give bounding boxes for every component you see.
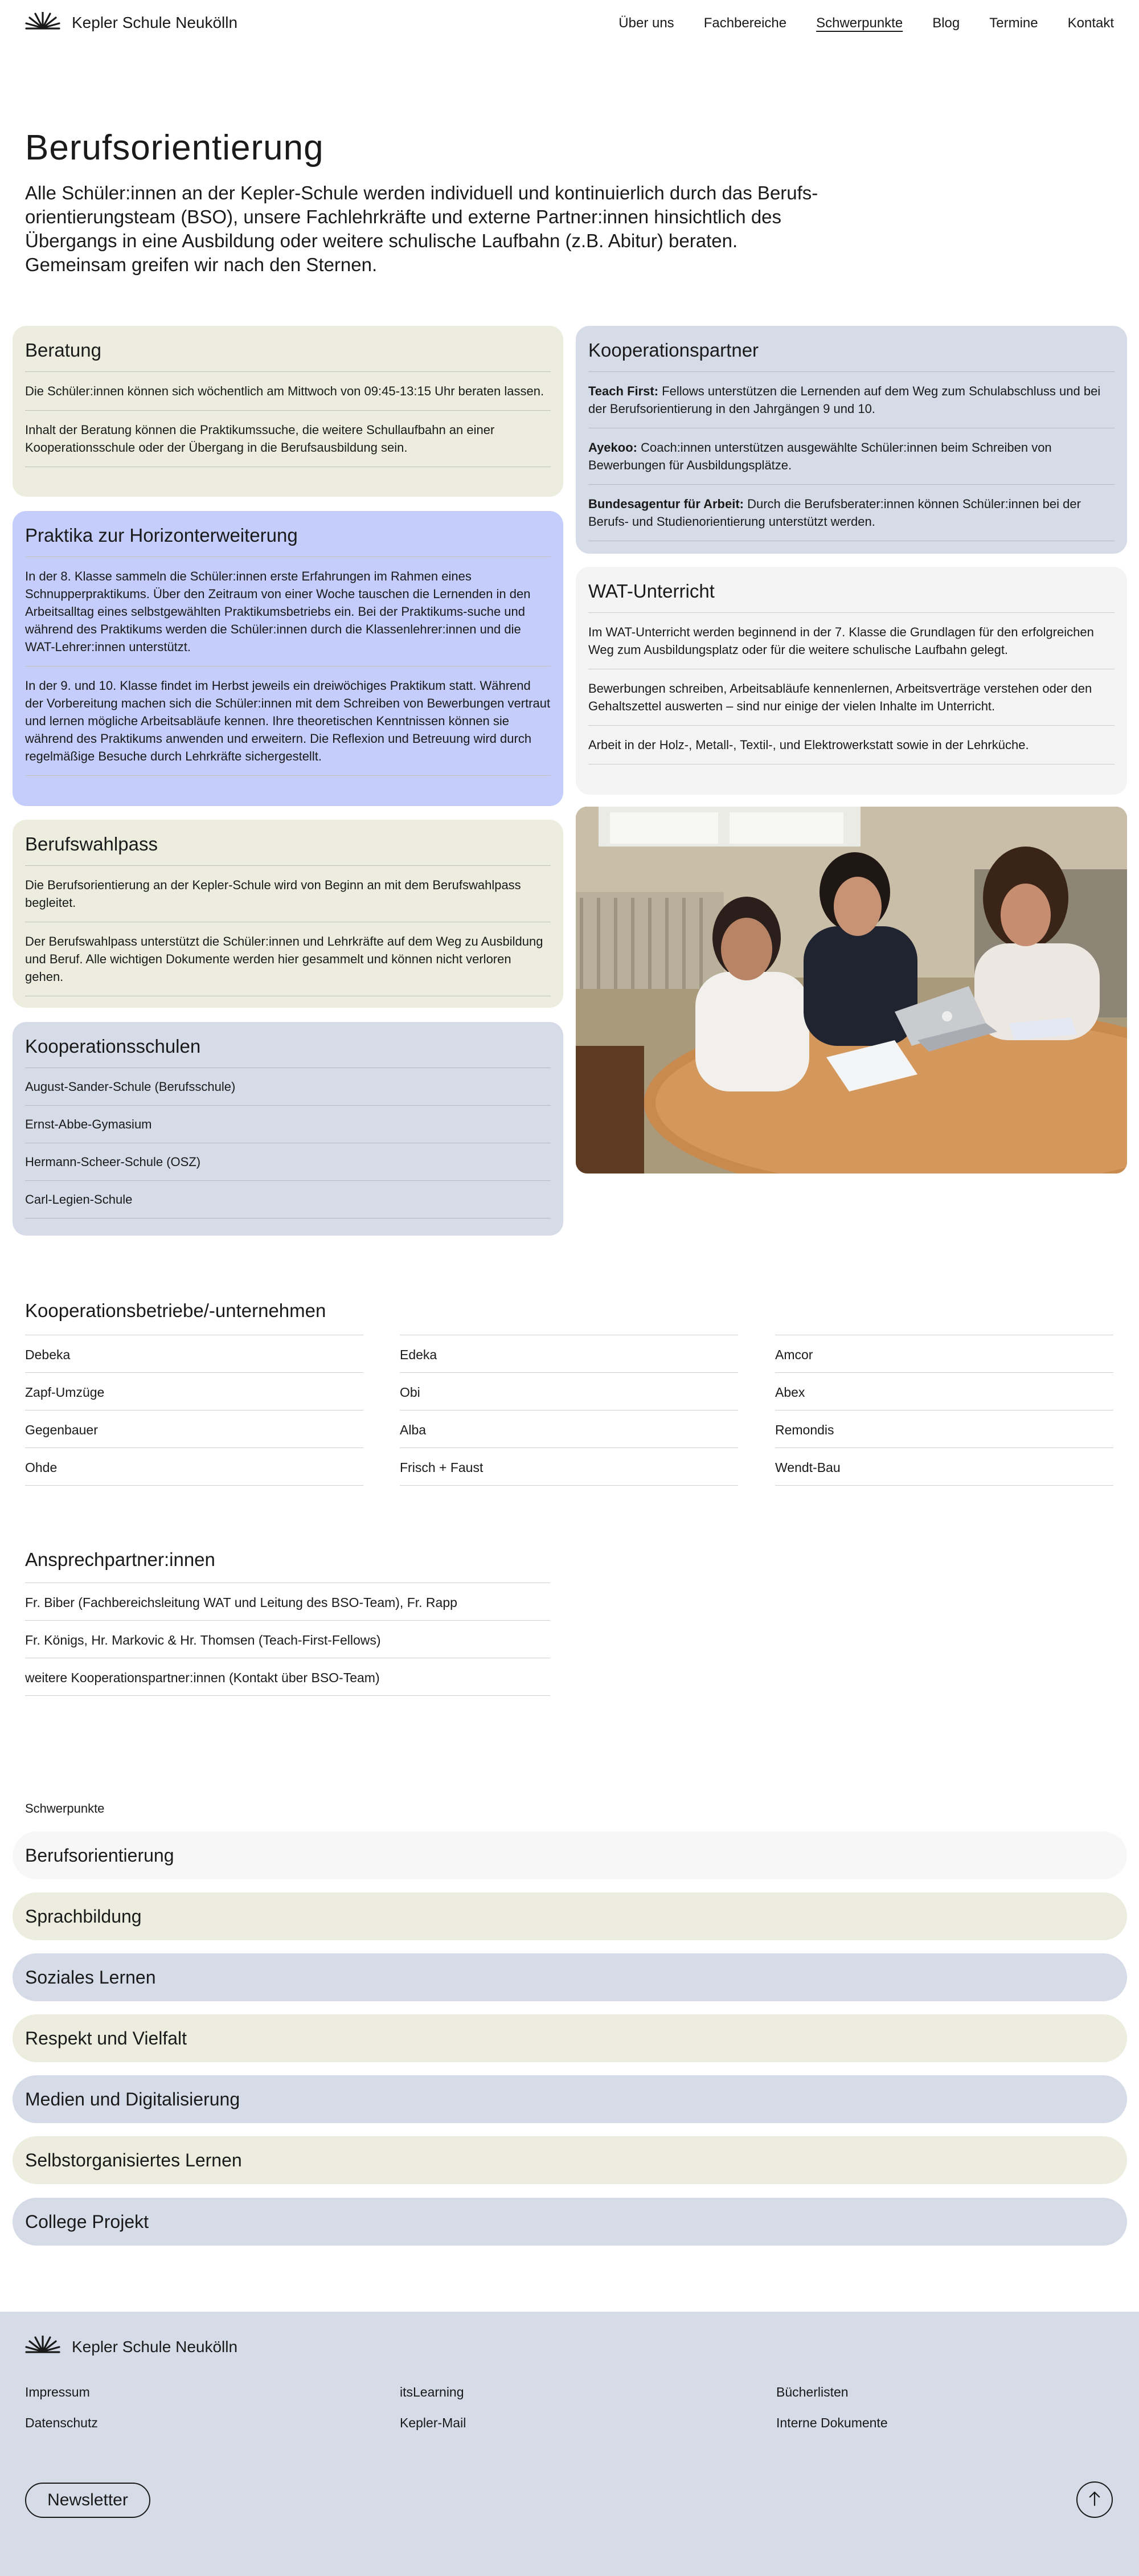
schwerpunkt-berufsorientierung[interactable]: Berufsorientierung (13, 1831, 1127, 1879)
section-title-betriebe: Kooperationsbetriebe/-unternehmen (25, 1300, 326, 1321)
card-beratung (13, 326, 563, 497)
footer-link-interne-dokumente[interactable]: Interne Dokumente (776, 2415, 888, 2430)
list-item: Obi (400, 1373, 738, 1410)
partner-text: Coach:innen unterstützen ausgewählte Schüler:innen beim Schreiben von Bewerbungen für Ausbildungsplätze. (588, 440, 1052, 472)
schwerpunkt-sprachbildung[interactable]: Sprachbildung (13, 1892, 1127, 1940)
partner-item (588, 428, 1115, 485)
schwerpunkt-respekt-vielfalt[interactable]: Respekt und Vielfalt (13, 2014, 1127, 2062)
partner-text: Durch die Berufsberater:innen können Schüler:innen bei der Berufs- und Studienorientierung unterstützt werden. (588, 497, 1081, 529)
partner-name: Ayekoo: (588, 440, 637, 455)
footer-link-datenschutz[interactable]: Datenschutz (25, 2415, 98, 2430)
list-item: Fr. Biber (Fachbereichsleitung WAT und Leitung des BSO-Team), Fr. Rapp (25, 1583, 550, 1621)
partner-name: Bundesagentur für Arbeit: (588, 497, 744, 511)
card-paragraph: Inhalt der Beratung können die Praktikumssuche, die weitere Schullaufbahn an einer Kooperationsschule oder der Übergang in die Berufsausbildung sein. (25, 411, 551, 467)
list-item: Zapf-Umzüge (25, 1373, 363, 1410)
card-title: Berufswahlpass (25, 820, 551, 866)
logo[interactable] (25, 10, 237, 35)
card-paragraph: Bewerbungen schreiben, Arbeitsabläufe kennenlernen, Arbeitsverträge verstehen oder den Gehaltszettel auswerten – sind nur einige der vielen Inhalte im Unterricht. (588, 669, 1115, 726)
list-item: Remondis (775, 1410, 1113, 1448)
card-paragraph: Der Berufswahlpass unterstützt die Schüler:innen und Lehrkräfte auf dem Weg zu Ausbildung und Beruf. Alle wichtigen Dokumente werden hier gesammelt und können nicht verloren gehen. (25, 922, 551, 996)
card-title: Kooperationspartner (588, 326, 1115, 372)
list-item: August-Sander-Schule (Berufsschule) (25, 1068, 551, 1106)
list-item: Ernst-Abbe-Gymasium (25, 1106, 551, 1143)
card-title: Praktika zur Horizonterweiterung (25, 511, 551, 557)
arrow-up-icon (1088, 2491, 1101, 2509)
card-paragraph: Die Berufsorientierung an der Kepler-Schule wird von Beginn an mit dem Berufswahlpass begleitet. (25, 866, 551, 922)
schwerpunkte-label: Schwerpunkte (25, 1801, 105, 1816)
schwerpunkt-selbstorganisiertes-lernen[interactable]: Selbstorganisiertes Lernen (13, 2136, 1127, 2184)
main-nav (589, 14, 1114, 33)
list-item: Edeka (400, 1335, 738, 1373)
nav-blog[interactable]: Blog (932, 15, 960, 31)
partner-text: Fellows unterstützen die Lernenden auf dem Weg zum Schulabschluss und bei der Berufsorientierung in den Jahrgängen 9 und 10. (588, 384, 1101, 416)
list-item: Debeka (25, 1335, 363, 1373)
list-item: Fr. Königs, Hr. Markovic & Hr. Thomsen (Teach-First-Fellows) (25, 1621, 550, 1658)
header (0, 0, 1139, 46)
schwerpunkt-medien-digitalisierung[interactable]: Medien und Digitalisierung (13, 2075, 1127, 2123)
newsletter-button[interactable]: Newsletter (25, 2483, 150, 2518)
card-paragraph: In der 9. und 10. Klasse findet im Herbst jeweils ein dreiwöchiges Praktikum statt. Während der Vorbereitung machen sich die Schüler:innen mit dem Schreiben von Bewerbungen vertraut und lernen mögliche Arbeitsabläufe kennen. Ihre theoretischen Kenntnissen können sie während des Praktikums anwenden und erweitern. Die Reflexion und Betreuung wird durch regelmäßige Besuche durch Lehrkräfte sichergestellt. (25, 667, 551, 776)
list-item: Abex (775, 1373, 1113, 1410)
partner-name: Teach First: (588, 384, 659, 398)
betriebe-column-3 (775, 1335, 1113, 1486)
schwerpunkt-soziales-lernen[interactable]: Soziales Lernen (13, 1953, 1127, 2001)
footer-link-kepler-mail[interactable]: Kepler-Mail (400, 2415, 466, 2430)
footer-link-impressum[interactable]: Impressum (25, 2385, 90, 2399)
footer-logo-text: Kepler Schule Neukölln (72, 2337, 238, 2356)
scroll-up-button[interactable] (1076, 2481, 1113, 2518)
section-title-ansprechpartner: Ansprechpartner:innen (25, 1549, 215, 1570)
list-item: Alba (400, 1410, 738, 1448)
list-item: Amcor (775, 1335, 1113, 1373)
sunburst-icon (25, 2336, 60, 2358)
nav-ueber-uns[interactable]: Über uns (618, 15, 674, 31)
card-title: Beratung (25, 326, 551, 372)
hero-intro: Alle Schüler:innen an der Kepler-Schule werden individuell und kontinuierlich durch das Berufs-orientierungsteam (BSO), unsere Fachlehrkräfte und externe Partner:innen hinsichtlich des Übergangs in eine Ausbildung oder weitere schulische Laufbahn (z.B. Abitur) beraten. Gemeinsam greifen wir nach den Sternen. (25, 182, 818, 275)
nav-fachbereiche[interactable]: Fachbereiche (703, 15, 787, 31)
betriebe-column-2 (400, 1335, 738, 1486)
card-praktika (13, 511, 563, 806)
card-berufswahlpass (13, 820, 563, 1008)
schwerpunkt-college-projekt[interactable]: College Projekt (13, 2198, 1127, 2246)
ansprechpartner-list (25, 1583, 550, 1696)
card-paragraph: Die Schüler:innen können sich wöchentlich am Mittwoch von 09:45-13:15 Uhr beraten lassen. (25, 372, 551, 411)
list-item: Wendt-Bau (775, 1448, 1113, 1486)
nav-termine[interactable]: Termine (989, 15, 1038, 31)
footer-link-buecherlisten[interactable]: Bücherlisten (776, 2385, 849, 2399)
partner-item (588, 372, 1115, 428)
footer (0, 2312, 1139, 2576)
card-wat-unterricht (576, 567, 1127, 795)
card-paragraph: Im WAT-Unterricht werden beginnend in der 7. Klasse die Grundlagen für den erfolgreichen Weg zum Ausbildungsplatz oder für die weitere schulische Laufbahn gelegt. (588, 613, 1115, 669)
card-kooperationspartner (576, 326, 1127, 554)
card-paragraph: In der 8. Klasse sammeln die Schüler:innen erste Erfahrungen im Rahmen eines Schnupperpraktikums. Über den Zeitraum von einer Woche tauschen die Lernenden in den Arbeitsalltag eines selbstgewählten Praktikumsbetriebs ein. Bei der Praktikums-suche und während des Praktikums werden die Schüler:innen durch die Klassenlehrer:innen und die WAT-Lehrer:innen unterstützt. (25, 557, 551, 667)
logo-text: Kepler Schule Neukölln (72, 14, 238, 31)
list-item: Gegenbauer (25, 1410, 363, 1448)
list-item: weitere Kooperationspartner:innen (Kontakt über BSO-Team) (25, 1658, 550, 1696)
betriebe-column-1 (25, 1335, 363, 1486)
card-title: Kooperationsschulen (25, 1022, 551, 1068)
partner-item (588, 485, 1115, 541)
list-item: Carl-Legien-Schule (25, 1181, 551, 1219)
footer-logo[interactable] (25, 2336, 237, 2358)
nav-schwerpunkte[interactable]: Schwerpunkte (816, 15, 903, 31)
sunburst-icon (25, 12, 60, 34)
card-paragraph: Arbeit in der Holz-, Metall-, Textil-, und Elektrowerkstatt sowie in der Lehrküche. (588, 726, 1115, 764)
footer-link-itslearning[interactable]: itsLearning (400, 2385, 464, 2399)
nav-kontakt[interactable]: Kontakt (1067, 15, 1114, 31)
list-item: Hermann-Scheer-Schule (OSZ) (25, 1143, 551, 1181)
card-kooperationsschulen (13, 1022, 563, 1236)
card-title: WAT-Unterricht (588, 567, 1115, 613)
list-item: Frisch + Faust (400, 1448, 738, 1486)
page-title: Berufsorientierung (25, 128, 324, 167)
list-item: Ohde (25, 1448, 363, 1486)
photo-students-consultation (576, 807, 1127, 1173)
